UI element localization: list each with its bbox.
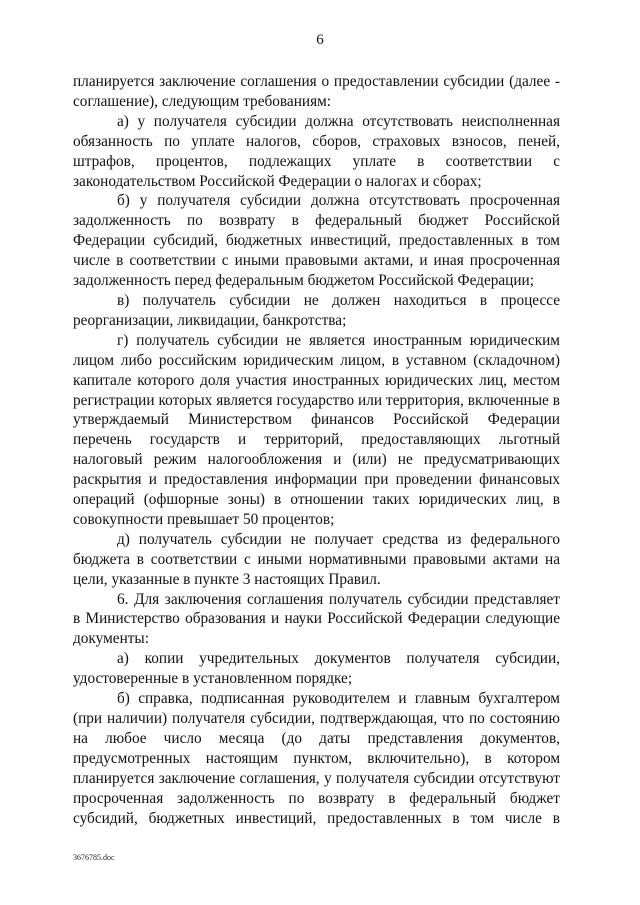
paragraph-item-a-tax: а) у получателя субсидии должна отсутствовать неисполненная обязанность по уплате налогов, сборов, страховых взносов, пеней, штрафов, процентов, подлежащих уплате в соответствии с законодательством Российской Федерации о налогах и сборах; <box>73 112 560 190</box>
paragraph-item-b-certificate: б) справка, подписанная руководителем и главным бухгалтером (при наличии) получателя субсидии, подтверждающая, что по состоянию на любое число месяца (до даты представления документов, предусмотренных настоящим пунктом, включительно), в котором планируется заключение соглашения, у получателя субсидии отсутствуют просроченная задолженность по возврату в федеральный бюджет субсидий, бюджетных инвестиций, предоставленных в том числе в <box>73 690 560 827</box>
footer-filename: 3676785.doc <box>73 853 115 862</box>
paragraph-item-b-debt: б) у получателя субсидии должна отсутствовать просроченная задолженность по возврату в федеральный бюджет Российской Федерации субсидий, бюджетных инвестиций, предоставленных в том числе в соответствии с иными правовыми актами, и иная просроченная задолженность перед федеральным бюджетом Российской Федерации; <box>73 192 560 290</box>
paragraph-intro: планируется заключение соглашения о предоставлении субсидии (далее - соглашение), следующим требованиям: <box>73 73 560 110</box>
paragraph-item-d-funds: д) получатель субсидии не получает средства из федерального бюджета в соответствии с иными нормативными правовыми актами на цели, указанные в пункте 3 настоящих Правил. <box>73 530 560 588</box>
paragraph-item-a-copies: а) копии учредительных документов получателя субсидии, удостоверенные в установленном порядке; <box>73 650 560 688</box>
paragraph-section-6: 6. Для заключения соглашения получатель субсидии представляет в Министерство образования и науки Российской Федерации следующие документы: <box>73 590 560 648</box>
document-body <box>73 72 560 828</box>
paragraph-item-g-foreign: г) получатель субсидии не является иностранным юридическим лицом либо российским юридическим лицом, в уставном (складочном) капитале которого доля участия иностранных юридических лиц, местом регистрации которых является государство или территория, включенные в утверждаемый Министерством финансов Российской Федерации перечень государств и территорий, предоставляющих льготный налоговый режим налогообложения и (или) не предусматривающих раскрытия и предоставления информации при проведении финансовых операций (офшорные зоны) в отношении таких юридических лиц, в совокупности превышает 50 процентов; <box>73 331 560 528</box>
page-number: 6 <box>316 32 324 48</box>
paragraph-item-v-reorganization: в) получатель субсидии не должен находиться в процессе реорганизации, ликвидации, банкротства; <box>73 291 560 329</box>
